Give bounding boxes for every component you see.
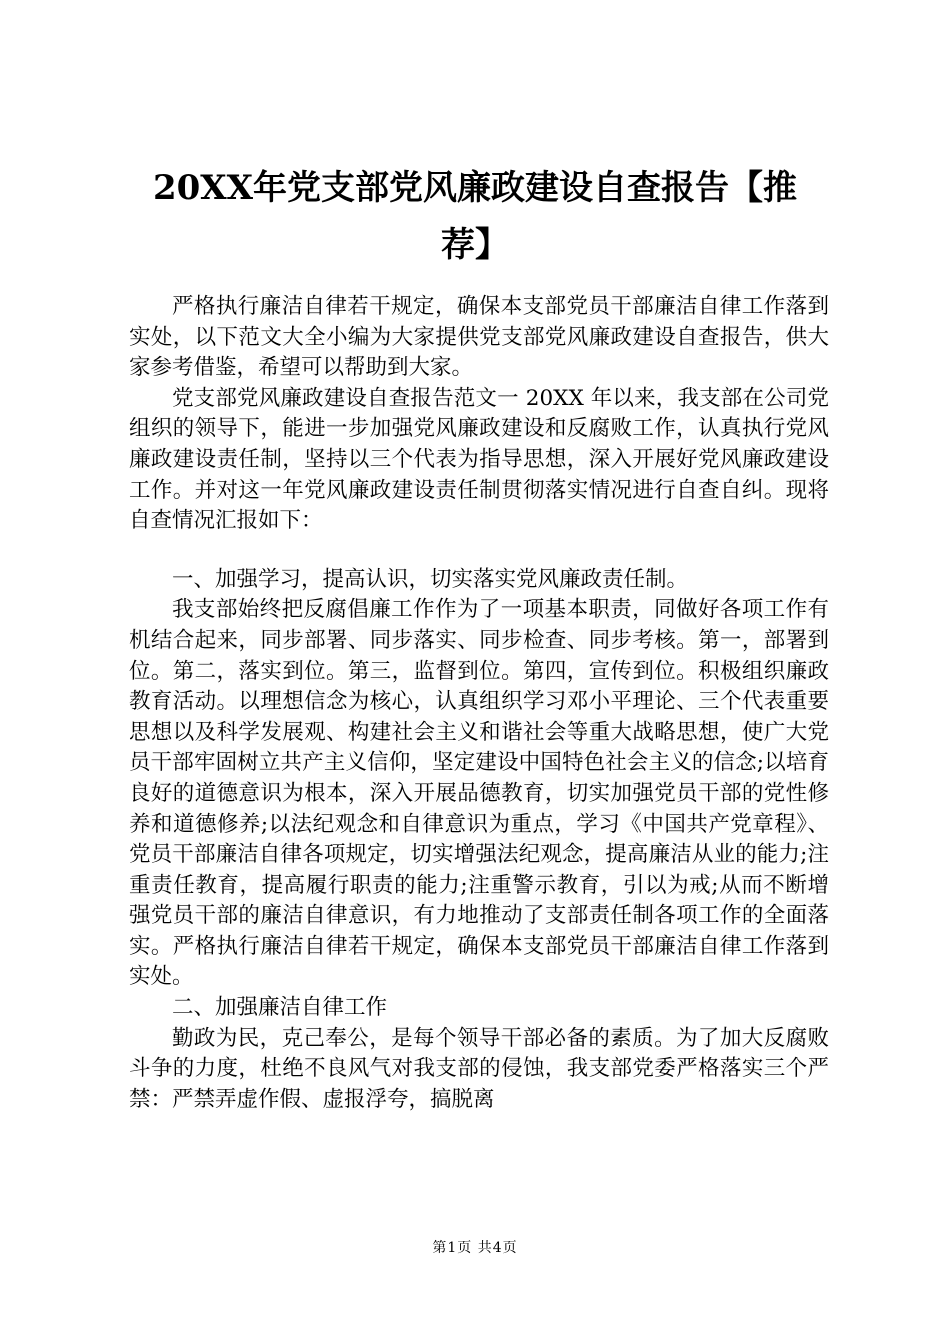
- paragraph-gap: [129, 537, 829, 565]
- intro-paragraph: 严格执行廉洁自律若干规定，确保本支部党员干部廉洁自律工作落到实处，以下范文大全小编为大家提供党支部党风廉政建设自查报告，供大家参考借鉴，希望可以帮助到大家。: [129, 294, 829, 381]
- document-body: [129, 292, 829, 1115]
- section-heading-2: 二、加强廉洁自律工作: [172, 995, 388, 1021]
- section-heading-1: 一、加强学习，提高认识，切实落实党风廉政责任制。: [172, 566, 689, 592]
- section-1-paragraph: 我支部始终把反腐倡廉工作作为了一项基本职责，同做好各项工作有机结合起来，同步部署、同步落实、同步检查、同步考核。第一，部署到位。第二，落实到位。第三，监督到位。第四，宣传到位。积极组织廉政教育活动。以理想信念为核心，认真组织学习邓小平理论、三个代表重要思想以及科学发展观、构建社会主义和谐社会等重大战略思想，使广大党员干部牢固树立共产主义信仰，坚定建设中国特色社会主义的信念;以培育良好的道德意识为根本，深入开展品德教育，切实加强党员干部的党性修养和道德修养;以法纪观念和自律意识为重点，学习《中国共产党章程》、党员干部廉洁自律各项规定，切实增强法纪观念，提高廉洁从业的能力;注重责任教育，提高履行职责的能力;注重警示教育，引以为戒;从而不断增强党员干部的廉洁自律意识，有力地推动了支部责任制各项工作的全面落实。严格执行廉洁自律若干规定，确保本支部党员干部廉洁自律工作落到实处。: [129, 597, 829, 990]
- report-paragraph: 党支部党风廉政建设自查报告范文一 20XX 年以来，我支部在公司党组织的领导下，能进一步加强党风廉政建设和反腐败工作，认真执行党风廉政建设责任制，坚持以三个代表为指导思想，深入开展好党风廉政建设工作。并对这一年党风廉政建设责任制贯彻落实情况进行自查自纠。现将自查情况汇报如下：: [129, 385, 829, 534]
- document-title: 20XX年党支部党风廉政建设自查报告【推荐】: [152, 168, 798, 265]
- section-2-paragraph: 勤政为民，克己奉公，是每个领导干部必备的素质。为了加大反腐败斗争的力度，杜绝不良风气对我支部的侵蚀，我支部党委严格落实三个严禁：严禁弄虚作假、虚报浮夸，搞脱离: [129, 1025, 829, 1112]
- page-number-footer: 第1页 共4页: [432, 1240, 518, 1256]
